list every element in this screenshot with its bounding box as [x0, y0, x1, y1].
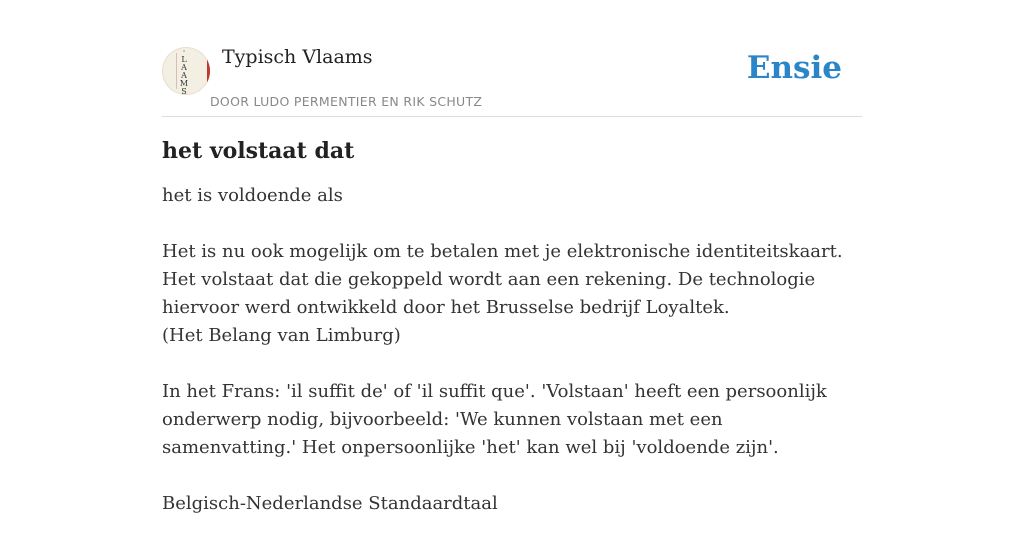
- entry-definition: het is voldoende als: [162, 185, 343, 206]
- book-authors: DOOR LUDO PERMENTIER EN RIK SCHUTZ: [210, 94, 483, 109]
- book-cover-logo[interactable]: [162, 47, 210, 95]
- logo-letters: · L A A M S: [179, 47, 189, 95]
- entry-content: [162, 138, 862, 546]
- entry-example: Het is nu ook mogelijk om te betalen met je elektronische identiteitskaart. Het volstaat dat die gekoppeld wordt aan een rekening. De technologie hiervoor werd ontwikkeld door het Brusselse bedrijf Loyaltek.: [162, 241, 843, 318]
- entry-source: (Het Belang van Limburg): [162, 325, 401, 346]
- entry-example-block: [162, 238, 862, 350]
- entry-label: Belgisch-Nederlandse Standaardtaal: [162, 493, 498, 514]
- entry-body: [162, 182, 862, 518]
- ensie-logo[interactable]: Ensie: [746, 50, 842, 86]
- entry-note: In het Frans: 'il suffit de' of 'il suffit que'. 'Volstaan' heeft een persoonlijk onderwerp nodig, bijvoorbeeld: 'We kunnen volstaan met een samenvatting.' Het onpersoonlijke 'het' kan wel bij 'voldoende zijn'.: [162, 381, 827, 458]
- book-title[interactable]: Typisch Vlaams: [222, 46, 373, 68]
- header: [162, 0, 862, 117]
- logo-red-bar: [207, 55, 210, 87]
- entry-headword: het volstaat dat: [162, 138, 355, 164]
